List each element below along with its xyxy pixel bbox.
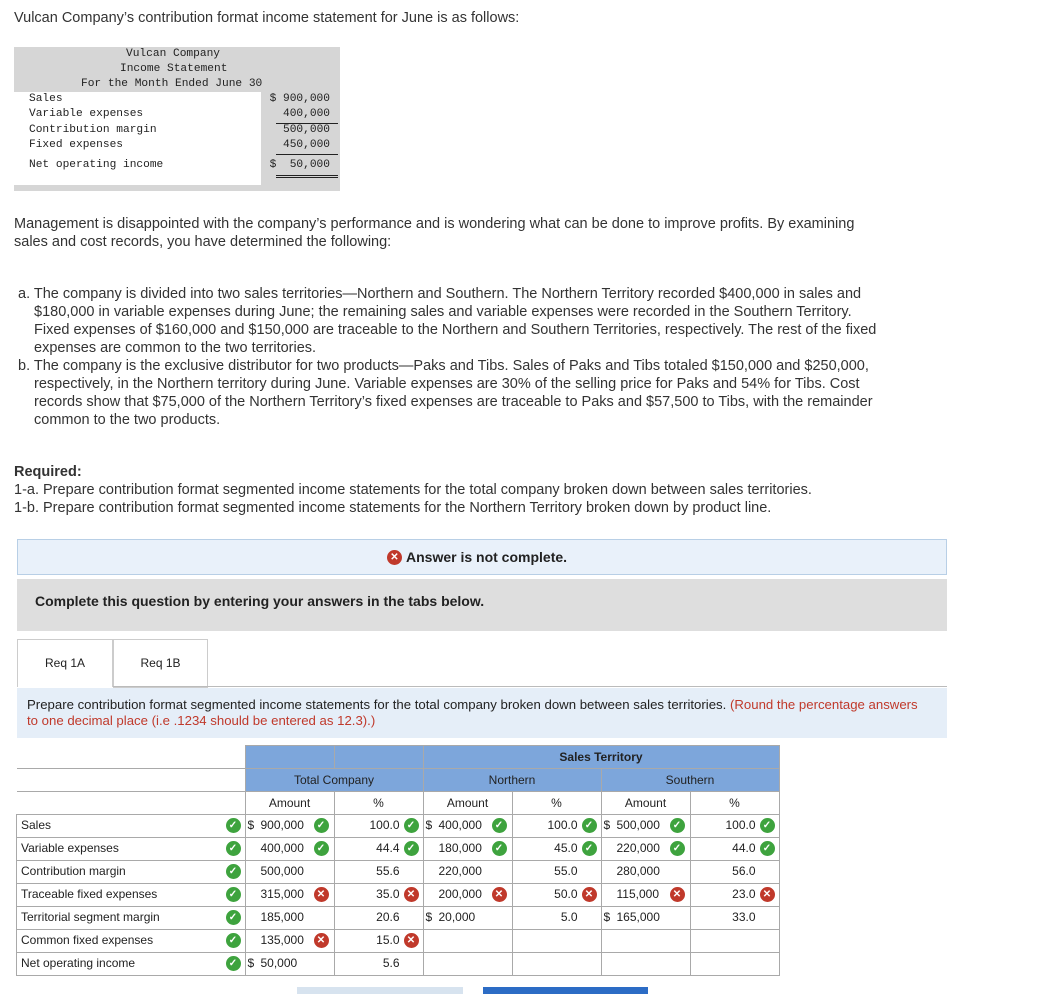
tab-req-1b[interactable]: Req 1B [113,639,208,688]
amount-value: 900,000 [260,818,304,832]
x-circle-icon: ✕ [492,887,507,902]
row-label: Contribution margin ✓ [17,861,246,884]
statement-label-fixed: Fixed expenses [29,139,123,151]
total-amount-cell[interactable] [245,953,334,976]
southern-amount-cell[interactable] [601,861,690,884]
s-pct-header: % [690,792,779,815]
northern-pct-cell[interactable] [512,861,601,884]
check-circle-icon: ✓ [670,818,685,833]
southern-pct-cell[interactable] [690,907,779,930]
table-row [17,861,780,884]
percent-value: 35.0 [376,887,400,901]
check-circle-icon: ✓ [314,841,329,856]
amount-value: 500,000 [260,864,304,878]
dollar-sign: $ [425,910,433,924]
prev-button[interactable] [297,987,463,994]
statement-value-fixed: 450,000 [283,139,330,151]
southern-pct-cell [690,930,779,953]
row-label: Net operating income ✓ [17,953,246,976]
southern-amount-cell[interactable] [601,815,690,838]
total-pct-cell[interactable] [334,884,423,907]
row-label: Territorial segment margin ✓ [17,907,246,930]
x-circle-icon: ✕ [404,933,419,948]
segmented-income-table [16,745,780,976]
check-circle-icon: ✓ [226,818,241,833]
check-circle-icon: ✓ [404,818,419,833]
check-circle-icon: ✓ [314,818,329,833]
southern-amount-cell [601,953,690,976]
check-circle-icon: ✓ [404,841,419,856]
northern-amount-cell [423,930,512,953]
northern-pct-cell[interactable] [512,907,601,930]
total-pct-cell[interactable] [334,953,423,976]
southern-amount-cell[interactable] [601,884,690,907]
total-company-header: Total Company [245,769,423,792]
amount-value: 400,000 [260,841,304,855]
check-circle-icon: ✓ [226,910,241,925]
check-circle-icon: ✓ [226,841,241,856]
northern-pct-cell [512,930,601,953]
percent-value: 44.4 [376,841,400,855]
required-section [14,463,812,517]
amount-value: 220,000 [438,864,482,878]
total-amount-cell[interactable] [245,861,334,884]
southern-amount-cell[interactable] [601,838,690,861]
total-amount-cell[interactable] [245,907,334,930]
x-circle-icon: ✕ [760,887,775,902]
row-label: Traceable fixed expenses ✓ [17,884,246,907]
table-row [17,815,780,838]
percent-value: 100.0 [725,818,756,832]
check-circle-icon: ✓ [492,818,507,833]
check-circle-icon: ✓ [226,956,241,971]
x-circle-icon: ✕ [582,887,597,902]
tc-pct-header: % [334,792,423,815]
southern-pct-cell [690,953,779,976]
table-row [17,838,780,861]
n-pct-header: % [512,792,601,815]
table-row [17,884,780,907]
total-pct-cell[interactable] [334,930,423,953]
dollar-sign: $ [425,818,433,832]
amount-value: 315,000 [260,887,304,901]
check-circle-icon: ✓ [226,887,241,902]
statement-value-variable: 400,000 [283,108,330,120]
percent-value: 5.6 [382,956,400,970]
southern-pct-cell[interactable] [690,884,779,907]
dollar-sign: $ [247,818,255,832]
northern-pct-cell [512,953,601,976]
statement-label-variable: Variable expenses [29,108,144,120]
s-amount-header: Amount [601,792,690,815]
statement-value-sales: $ 900,000 [269,93,330,105]
percent-value: 56.0 [732,864,756,878]
southern-pct-cell[interactable] [690,838,779,861]
x-circle-icon: ✕ [387,550,402,565]
percent-value: 45.0 [554,841,578,855]
x-circle-icon: ✕ [314,887,329,902]
income-statement [14,47,340,190]
check-circle-icon: ✓ [760,841,775,856]
dollar-sign: $ [603,910,611,924]
amount-value: 400,000 [438,818,482,832]
northern-amount-cell [423,953,512,976]
dollar-sign: $ [247,956,255,970]
complete-prompt-box: Complete this question by entering your answers in the tabs below. [17,579,947,631]
northern-amount-cell[interactable] [423,884,512,907]
check-circle-icon: ✓ [492,841,507,856]
x-circle-icon: ✕ [404,887,419,902]
northern-amount-cell[interactable] [423,861,512,884]
amount-value: 135,000 [260,933,304,947]
check-circle-icon: ✓ [226,864,241,879]
southern-amount-cell [601,930,690,953]
percent-value: 33.0 [732,910,756,924]
statement-label-sales: Sales [29,93,63,105]
total-amount-cell[interactable] [245,930,334,953]
x-circle-icon: ✕ [670,887,685,902]
row-label: Sales ✓ [17,815,246,838]
row-label: Common fixed expenses ✓ [17,930,246,953]
item-b: b. The company is the exclusive distributor for two products—Paks and Tibs. Sales of Paks and Tibs totaled $150,000 and $250,000, respectively, in the Northern territory during June. Variable expenses are 30% of the selling price for Paks and 54% for Tibs. Cost records show that $75,000 of the Northern Territory’s fixed expenses are traceable to Paks and $57,500 to Tibs, with the remainder common to the two products. [18,358,873,428]
northern-header: Northern [423,769,601,792]
instruction-box: Prepare contribution format segmented income statements for the total company broken down between sales territories. (Round the percentage answers to one decimal place (i.e .1234 should be entered as 12.3).) [17,688,947,738]
check-circle-icon: ✓ [670,841,685,856]
southern-amount-cell[interactable] [601,907,690,930]
table-row [17,953,780,976]
amount-value: 20,000 [438,910,476,924]
statement-title: Income Statement [120,63,228,75]
check-circle-icon: ✓ [582,841,597,856]
management-paragraph: Management is disappointed with the company’s performance and is wondering what can be done to improve profits. By examining sales and cost records, you have determined the following: [14,216,855,250]
total-pct-cell[interactable] [334,861,423,884]
percent-value: 20.6 [376,910,400,924]
southern-pct-cell[interactable] [690,815,779,838]
answer-status-banner: ✕ Answer is not complete. [17,539,947,575]
percent-value: 100.0 [547,818,578,832]
required-heading: Required: [14,464,82,480]
percent-value: 15.0 [376,933,400,947]
amount-value: 180,000 [438,841,482,855]
item-a: a. The company is divided into two sales territories—Northern and Southern. The Northern Territory recorded $400,000 in sales and $180,000 in variable expenses during June; the remaining sales and variable expenses were recorded in the Southern Territory. Fixed expenses of $160,000 and $150,000 are traceable to the Northern and Southern Territories, respectively. The rest of the fixed expenses are common to the two territories. [18,286,877,356]
required-1b: 1-b. Prepare contribution format segmented income statements for the Northern Territory broken down by product line. [14,500,772,516]
northern-amount-cell[interactable] [423,815,512,838]
total-pct-cell[interactable] [334,815,423,838]
amount-value: 500,000 [616,818,660,832]
southern-header: Southern [601,769,779,792]
amount-value: 220,000 [616,841,660,855]
dollar-sign: $ [603,818,611,832]
northern-amount-cell[interactable] [423,838,512,861]
northern-pct-cell[interactable] [512,838,601,861]
amount-value: 50,000 [260,956,298,970]
required-1a: 1-a. Prepare contribution format segmented income statements for the total company broken down between sales territories. [14,482,812,498]
statement-period: For the Month Ended June 30 [81,78,263,90]
total-amount-cell[interactable] [245,815,334,838]
row-label: Variable expenses ✓ [17,838,246,861]
northern-pct-cell[interactable] [512,884,601,907]
statement-value-cm: 500,000 [283,124,330,136]
percent-value: 100.0 [369,818,400,832]
check-circle-icon: ✓ [760,818,775,833]
total-amount-cell[interactable] [245,838,334,861]
percent-value: 44.0 [732,841,756,855]
amount-value: 115,000 [616,887,659,901]
table-row [17,930,780,953]
total-pct-cell[interactable] [334,838,423,861]
total-pct-cell[interactable] [334,907,423,930]
northern-amount-cell[interactable] [423,907,512,930]
tc-amount-header: Amount [245,792,334,815]
n-amount-header: Amount [423,792,512,815]
statement-company: Vulcan Company [126,48,220,60]
statement-label-cm: Contribution margin [29,124,157,136]
total-amount-cell[interactable] [245,884,334,907]
percent-value: 23.0 [732,887,756,901]
percent-value: 5.0 [560,910,578,924]
sales-territory-header: Sales Territory [423,746,779,769]
statement-label-noi: Net operating income [29,159,164,171]
amount-value: 165,000 [616,910,660,924]
amount-value: 280,000 [616,864,660,878]
amount-value: 185,000 [260,910,304,924]
check-circle-icon: ✓ [582,818,597,833]
table-row [17,907,780,930]
statement-value-noi: $ 50,000 [269,159,330,171]
next-button[interactable] [483,987,648,994]
tab-divider [17,686,947,687]
southern-pct-cell[interactable] [690,861,779,884]
percent-value: 50.0 [554,887,578,901]
tab-req-1a[interactable]: Req 1A [17,639,113,687]
percent-value: 55.6 [376,864,400,878]
check-circle-icon: ✓ [226,933,241,948]
northern-pct-cell[interactable] [512,815,601,838]
amount-value: 200,000 [438,887,482,901]
intro-text: Vulcan Company’s contribution format income statement for June is as follows: [14,10,520,26]
x-circle-icon: ✕ [314,933,329,948]
percent-value: 55.0 [554,864,578,878]
